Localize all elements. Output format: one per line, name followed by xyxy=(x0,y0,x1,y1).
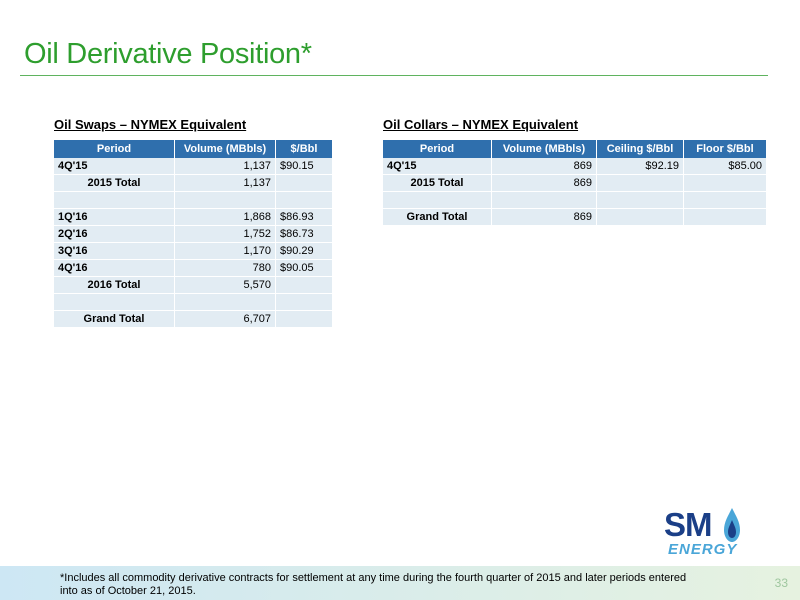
volume-cell: 1,868 xyxy=(175,209,276,226)
volume-cell xyxy=(175,294,276,311)
col-ceiling: Ceiling $/Bbl xyxy=(597,140,684,158)
table-row xyxy=(383,209,767,226)
period-cell: 1Q'16 xyxy=(54,209,175,226)
period-cell: Grand Total xyxy=(54,311,175,328)
floor-cell xyxy=(684,192,767,209)
logo-wordmark: SM xyxy=(664,506,712,543)
volume-cell: 869 xyxy=(492,209,597,226)
table-row xyxy=(54,311,333,328)
oil-swaps-table xyxy=(54,140,333,328)
price-cell: $86.93 xyxy=(276,209,333,226)
table-row xyxy=(54,277,333,294)
price-cell xyxy=(276,277,333,294)
price-cell: $90.29 xyxy=(276,243,333,260)
period-cell: 2015 Total xyxy=(54,175,175,192)
footnote: *Includes all commodity derivative contracts for settlement at any time during the fourth quarter of 2015 and later periods entered into as of October 21, 2015. xyxy=(60,572,687,597)
flame-icon xyxy=(724,508,740,542)
volume-cell: 5,570 xyxy=(175,277,276,294)
table-row xyxy=(383,158,767,175)
price-cell: $86.73 xyxy=(276,226,333,243)
period-cell: 2016 Total xyxy=(54,277,175,294)
logo-subtitle: ENERGY xyxy=(668,541,738,558)
period-cell xyxy=(383,192,492,209)
collars-heading: Oil Collars – NYMEX Equivalent xyxy=(383,117,579,132)
volume-cell: 780 xyxy=(175,260,276,277)
volume-cell: 1,137 xyxy=(175,175,276,192)
price-cell: $90.15 xyxy=(276,158,333,175)
col-floor: Floor $/Bbl xyxy=(684,140,767,158)
col-volume: Volume (MBbls) xyxy=(175,140,276,158)
floor-cell: $85.00 xyxy=(684,158,767,175)
table-row xyxy=(54,175,333,192)
volume-cell: 869 xyxy=(492,175,597,192)
col-volume: Volume (MBbls) xyxy=(492,140,597,158)
period-cell: 2015 Total xyxy=(383,175,492,192)
table-row xyxy=(54,226,333,243)
page-title: Oil Derivative Position* xyxy=(24,38,312,70)
oil-collars-table xyxy=(383,140,767,226)
table-row xyxy=(54,260,333,277)
table-row xyxy=(54,209,333,226)
col-period: Period xyxy=(54,140,175,158)
period-cell: Grand Total xyxy=(383,209,492,226)
period-cell: 3Q'16 xyxy=(54,243,175,260)
table-row xyxy=(383,192,767,209)
page-number: 33 xyxy=(774,576,788,590)
title-divider xyxy=(20,75,768,76)
table-row xyxy=(54,192,333,209)
ceiling-cell xyxy=(597,192,684,209)
period-cell xyxy=(54,294,175,311)
price-cell: $90.05 xyxy=(276,260,333,277)
volume-cell xyxy=(492,192,597,209)
col-period: Period xyxy=(383,140,492,158)
floor-cell xyxy=(684,209,767,226)
price-cell xyxy=(276,311,333,328)
volume-cell: 6,707 xyxy=(175,311,276,328)
volume-cell: 1,170 xyxy=(175,243,276,260)
volume-cell: 869 xyxy=(492,158,597,175)
price-cell xyxy=(276,294,333,311)
ceiling-cell xyxy=(597,175,684,192)
period-cell: 4Q'15 xyxy=(54,158,175,175)
floor-cell xyxy=(684,175,767,192)
swaps-heading: Oil Swaps – NYMEX Equivalent xyxy=(54,117,247,132)
table-row xyxy=(383,175,767,192)
table-row xyxy=(54,243,333,260)
col-price: $/Bbl xyxy=(276,140,333,158)
period-cell: 4Q'16 xyxy=(54,260,175,277)
table-row xyxy=(54,158,333,175)
table-row xyxy=(54,294,333,311)
volume-cell: 1,752 xyxy=(175,226,276,243)
volume-cell: 1,137 xyxy=(175,158,276,175)
sm-energy-logo xyxy=(664,506,744,562)
ceiling-cell xyxy=(597,209,684,226)
price-cell xyxy=(276,192,333,209)
ceiling-cell: $92.19 xyxy=(597,158,684,175)
period-cell xyxy=(54,192,175,209)
period-cell: 4Q'15 xyxy=(383,158,492,175)
price-cell xyxy=(276,175,333,192)
volume-cell xyxy=(175,192,276,209)
period-cell: 2Q'16 xyxy=(54,226,175,243)
